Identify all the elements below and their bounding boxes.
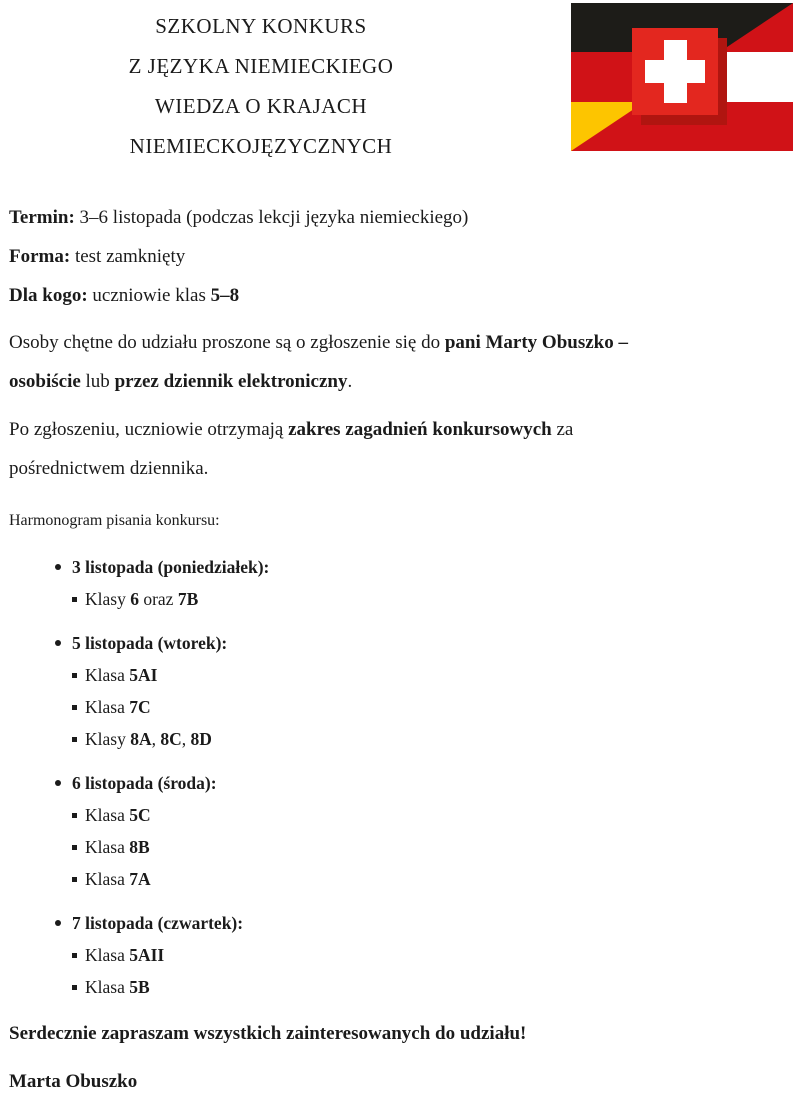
- bullet-icon: [55, 920, 61, 926]
- schedule-group-title: [9, 551, 773, 583]
- square-bullet-icon: [72, 737, 77, 742]
- square-bullet-icon: [72, 953, 77, 958]
- schedule-item-text: Klasy 6 oraz 7B: [85, 589, 199, 609]
- swiss-flag: [632, 28, 718, 115]
- square-bullet-icon: [72, 673, 77, 678]
- schedule-item: [9, 659, 773, 691]
- title-line: Z JĘZYKA NIEMIECKIEGO: [128, 54, 394, 78]
- schedule-item-text: Klasa 7A: [85, 869, 151, 889]
- schedule-group-label: 5 listopada (wtorek):: [72, 633, 228, 653]
- schedule-item-text: Klasa 7C: [85, 697, 151, 717]
- schedule-heading: Harmonogram pisania konkursu:: [9, 512, 220, 529]
- schedule-group-title: [9, 627, 773, 659]
- paragraph-topics: Po zgłoszeniu, uczniowie otrzymają zakres zagadnień konkursowych za pośrednictwem dziennika.: [9, 419, 574, 479]
- square-bullet-icon: [72, 813, 77, 818]
- schedule-item: [9, 799, 773, 831]
- schedule-group-label: 3 listopada (poniedziałek):: [72, 557, 270, 577]
- schedule-item-text: Klasa 8B: [85, 837, 150, 857]
- paragraph-registration: Osoby chętne do udziału proszone są o zgłoszenie się do pani Marty Obuszko – osobiście lub przez dziennik elektroniczny.: [9, 332, 628, 392]
- document-header: [0, 0, 793, 170]
- schedule-item: [9, 691, 773, 723]
- title-line: NIEMIECKOJĘZYCZNYCH: [129, 134, 393, 158]
- square-bullet-icon: [72, 845, 77, 850]
- german-swiss-austrian-flag-image: [571, 3, 793, 151]
- square-bullet-icon: [72, 597, 77, 602]
- schedule-item: [9, 939, 773, 971]
- schedule-group-label: 6 listopada (środa):: [72, 773, 217, 793]
- paragraph-dla-kogo: Dla kogo: uczniowie klas 5–8: [9, 285, 240, 306]
- schedule-item: [9, 831, 773, 863]
- paragraph-termin: Termin: 3–6 listopada (podczas lekcji języka niemieckiego): [9, 207, 469, 228]
- schedule-group-title: [9, 907, 773, 939]
- document-title: [0, 0, 522, 166]
- schedule-item-text: Klasa 5AII: [85, 945, 165, 965]
- document-body: [0, 198, 793, 1101]
- schedule-item: [9, 971, 773, 1003]
- bullet-icon: [55, 564, 61, 570]
- paragraph-forma: Forma: test zamknięty: [9, 246, 186, 267]
- schedule-group-title: [9, 767, 773, 799]
- schedule-item: [9, 723, 773, 755]
- signature: Marta Obuszko: [9, 1071, 138, 1092]
- schedule-item-text: Klasa 5C: [85, 805, 151, 825]
- square-bullet-icon: [72, 877, 77, 882]
- closing-invitation: Serdecznie zapraszam wszystkich zainteresowanych do udziału!: [9, 1023, 527, 1044]
- schedule-item: [9, 863, 773, 895]
- title-line: WIEDZA O KRAJACH: [154, 94, 368, 118]
- bullet-icon: [55, 780, 61, 786]
- schedule-item: [9, 583, 773, 615]
- swiss-cross-icon: [664, 40, 687, 103]
- schedule-item-text: Klasy 8A, 8C, 8D: [85, 729, 212, 749]
- schedule-list: [9, 551, 773, 1003]
- schedule-group-label: 7 listopada (czwartek):: [72, 913, 244, 933]
- schedule-item-text: Klasa 5B: [85, 977, 150, 997]
- square-bullet-icon: [72, 985, 77, 990]
- square-bullet-icon: [72, 705, 77, 710]
- bullet-icon: [55, 640, 61, 646]
- schedule-item-text: Klasa 5AI: [85, 665, 158, 685]
- title-line: SZKOLNY KONKURS: [155, 14, 367, 38]
